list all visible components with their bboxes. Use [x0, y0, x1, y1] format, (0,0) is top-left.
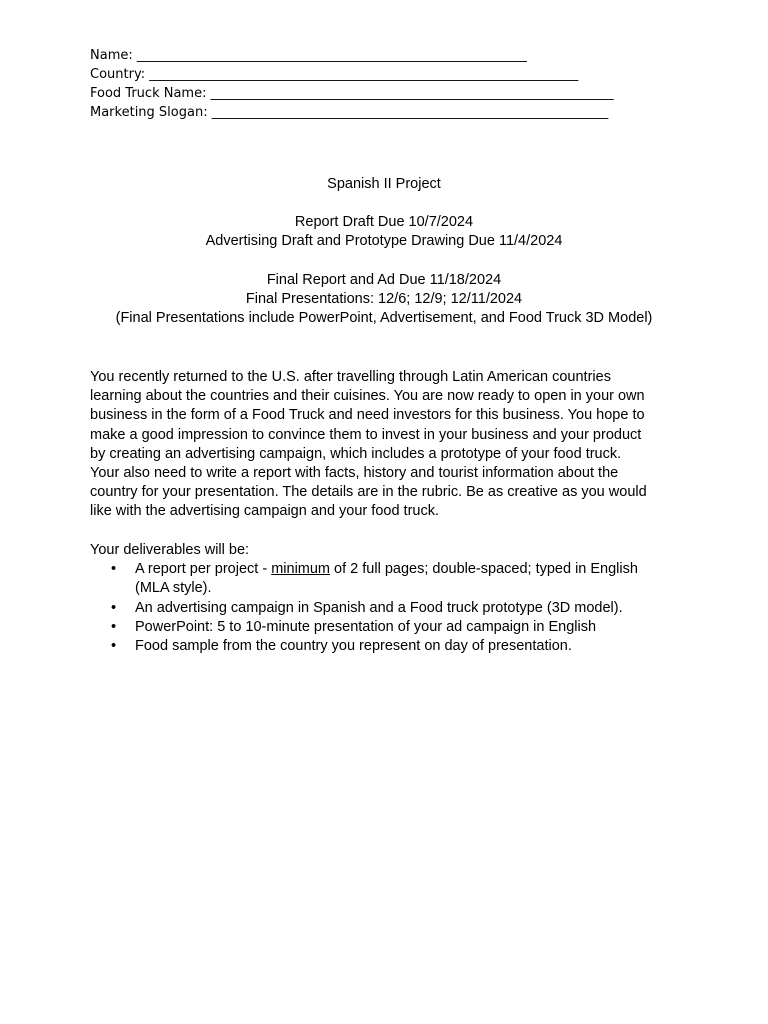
item1-underlined: minimum [271, 561, 331, 578]
description-line: like with the advertising campaign and your food truck. [90, 503, 439, 520]
bullet-icon: • [111, 561, 117, 578]
project-description [90, 368, 680, 522]
list-item [90, 560, 680, 598]
final-report-date: Final Report and Ad Due 11/18/2024 [266, 272, 502, 288]
description-line: learning about the countries and their cuisines. You are now ready to open in your own [90, 388, 645, 405]
list-item [90, 599, 680, 618]
country-field: Country: __________________________________________________________________ [90, 67, 579, 82]
header-fields [90, 46, 614, 122]
bullet-icon: • [111, 599, 117, 616]
list-item [90, 637, 680, 656]
item1-text-pre: A report per project - [135, 561, 272, 578]
description-line: by creating an advertising campaign, which includes a prototype of your food truck. [90, 445, 622, 462]
title-block [0, 175, 768, 194]
report-draft-date: Report Draft Due 10/7/2024 [294, 214, 474, 230]
final-dates-block [0, 271, 768, 329]
item1-continuation: (MLA style). [135, 580, 212, 597]
bullet-icon: • [111, 638, 117, 655]
item4-text: Food sample from the country you represent on day of presentation. [135, 638, 572, 655]
marketing-slogan-field: Marketing Slogan: _____________________________________________________________ [90, 105, 609, 120]
document-title: Spanish II Project [327, 176, 441, 192]
description-line: business in the form of a Food Truck and need investors for this business. You hope to [90, 407, 645, 424]
description-line: Your also need to write a report with facts, history and tourist information about the [90, 465, 619, 482]
deliverables-intro: Your deliverables will be: [90, 542, 250, 558]
name-field: Name: ____________________________________________________________ [90, 48, 527, 63]
item3-text: PowerPoint: 5 to 10-minute presentation of your ad campaign in English [135, 618, 597, 635]
final-presentations-dates: Final Presentations: 12/6; 12/9; 12/11/2024 [245, 291, 523, 308]
description-line: You recently returned to the U.S. after travelling through Latin American countries [90, 369, 611, 385]
deliverables-section [90, 541, 680, 656]
advertising-draft-date: Advertising Draft and Prototype Drawing Due 11/4/2024 [205, 233, 563, 250]
item1-text-post: of 2 full pages; double-spaced; typed in English [330, 561, 638, 578]
list-item [90, 618, 680, 637]
item2-text: An advertising campaign in Spanish and a Food truck prototype (3D model). [135, 599, 623, 616]
final-presentations-note: (Final Presentations include PowerPoint, Advertisement, and Food Truck 3D Model) [115, 310, 653, 327]
bullet-icon: • [111, 618, 117, 635]
deliverables-list [90, 560, 680, 656]
food-truck-name-field: Food Truck Name: ______________________________________________________________ [90, 86, 614, 101]
description-line: country for your presentation. The details are in the rubric. Be as creative as you would [90, 484, 647, 501]
draft-dates-block [0, 213, 768, 251]
description-line: make a good impression to convince them to invest in your business and your product [90, 426, 642, 443]
